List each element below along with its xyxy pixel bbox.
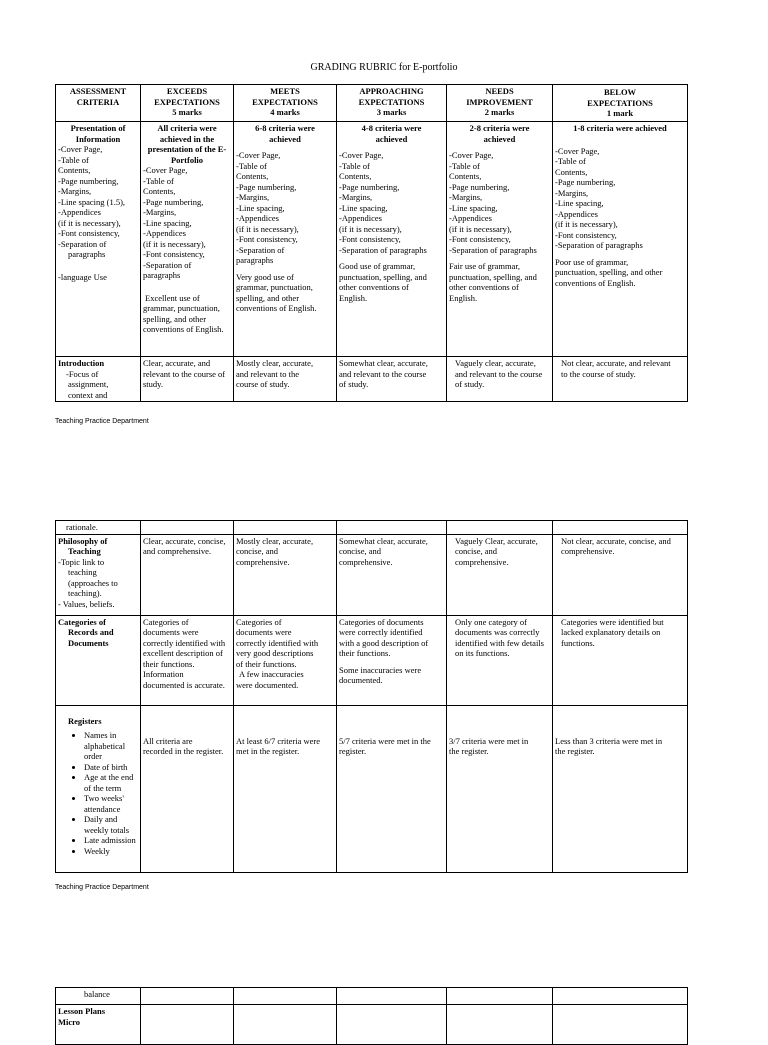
introduction-meets: Mostly clear, accurate, and relevant to the course of study. <box>234 357 337 402</box>
list-item: • Age at the end of the term <box>84 772 138 793</box>
header-approaching: APPROACHING EXPECTATIONS 3 marks <box>337 85 447 122</box>
introduction-needs: Vaguely clear, accurate, and relevant to the course of study. <box>447 357 553 402</box>
presentation-approaching: 4-8 criteria were achieved -Cover Page, -Table of Contents, -Page numbering, -Margins, -Line spacing, -Appendices (if it is necessary), -Font consistency, -Separation of paragraphs Good use of grammar, punctuation, spelling, and other conventions of English. <box>337 122 447 357</box>
introduction-continued-row <box>56 521 688 535</box>
list-item: • Daily and weekly totals <box>84 814 138 835</box>
list-item: • Two weeks' attendance <box>84 793 138 814</box>
categories-needs: Only one category of documents was correctly identified with few details on its functions. <box>447 615 553 705</box>
philosophy-below: Not clear, accurate, concise, and comprehensive. <box>553 534 688 615</box>
registers-below: Less than 3 criteria were met in the register. <box>553 705 688 872</box>
list-item: • Late admission <box>84 835 138 846</box>
page-footer-2: Teaching Practice Department <box>55 884 149 891</box>
header-criteria: ASSESSMENT CRITERIA <box>56 85 141 122</box>
registers-exceeds: All criteria are recorded in the register. <box>141 705 234 872</box>
philosophy-exceeds: Clear, accurate, concise, and comprehensive. <box>141 534 234 615</box>
philosophy-approaching: Somewhat clear, accurate, concise, and comprehensive. <box>337 534 447 615</box>
header-below: BELOW EXPECTATIONS 1 mark <box>553 85 688 122</box>
introduction-criteria-continued: rationale. <box>56 521 141 535</box>
presentation-exceeds: All criteria were achieved in the presentation of the E- Portfolio -Cover Page, -Table of Contents, -Page numbering, -Margins, -Line spacing, -Appendices (if it is necessary), -Font consistency, -Separation of paragraphs Excellent use of grammar, punctuation, spelling, and other conventions of English. <box>141 122 234 357</box>
presentation-meets: 6-8 criteria were achieved -Cover Page, -Table of Contents, -Page numbering, -Margins, -Line spacing, -Appendices (if it is necessary), -Font consistency, -Separation of paragraphs Very good use of grammar, punctuation, spelling, and other conventions of English. <box>234 122 337 357</box>
registers-criteria: Registers • Names in alphabetical order • Date of birth • Age at the end of the term • Two weeks' attendance • Daily and weekly totals • Late admission • Weekly <box>56 705 141 872</box>
registers-needs: 3/7 criteria were met in the register. <box>447 705 553 872</box>
list-item: • Names in alphabetical order <box>84 730 138 762</box>
categories-below: Categories were identified but lacked explanatory details on functions. <box>553 615 688 705</box>
rubric-table-page-1 <box>55 84 688 402</box>
header-exceeds: EXCEEDS EXPECTATIONS 5 marks <box>141 85 234 122</box>
categories-meets: Categories of documents were correctly identified with very good descriptions of their functions. A few inaccuracies were documented. <box>234 615 337 705</box>
registers-approaching: 5/7 criteria were met in the register. <box>337 705 447 872</box>
categories-approaching: Categories of documents were correctly identified with a good description of their functions. Some inaccuracies were documented. <box>337 615 447 705</box>
presentation-criteria: Presentation of Information -Cover Page, -Table of Contents, -Page numbering, -Margins, -Line spacing (1.5), -Appendices (if it is necessary), -Font consistency, -Separation of paragraphs -language Use <box>56 122 141 357</box>
lesson-plans-criteria: Lesson Plans Micro <box>56 1005 141 1045</box>
registers-meets: At least 6/7 criteria were met in the register. <box>234 705 337 872</box>
introduction-row <box>56 357 688 402</box>
introduction-below: Not clear, accurate, and relevant to the course of study. <box>553 357 688 402</box>
presentation-row <box>56 122 688 357</box>
introduction-approaching: Somewhat clear, accurate, and relevant to the course of study. <box>337 357 447 402</box>
page-footer-1: Teaching Practice Department <box>55 418 149 425</box>
introduction-exceeds: Clear, accurate, and relevant to the course of study. <box>141 357 234 402</box>
categories-exceeds: Categories of documents were correctly identified with excellent description of their functions. Information documented is accurate. <box>141 615 234 705</box>
rubric-table-page-3 <box>55 987 688 1045</box>
list-item: • Weekly <box>84 846 138 857</box>
rubric-table-page-2 <box>55 520 688 873</box>
philosophy-row <box>56 534 688 615</box>
document-title: GRADING RUBRIC for E-portfolio <box>310 62 458 73</box>
presentation-needs: 2-8 criteria were achieved -Cover Page, -Table of Contents, -Page numbering, -Margins, -Line spacing, -Appendices (if it is necessary), -Font consistency, -Separation of paragraphs Fair use of grammar, punctuation, spelling, and other conventions of English. <box>447 122 553 357</box>
header-meets: MEETS EXPECTATIONS 4 marks <box>234 85 337 122</box>
philosophy-meets: Mostly clear, accurate, concise, and comprehensive. <box>234 534 337 615</box>
header-row <box>56 85 688 122</box>
header-needs: NEEDS IMPROVEMENT 2 marks <box>447 85 553 122</box>
registers-criteria-list <box>58 730 138 856</box>
registers-continued-row <box>56 988 688 1005</box>
categories-criteria: Categories of Records and Documents <box>56 615 141 705</box>
lesson-plans-row <box>56 1005 688 1045</box>
registers-criteria-continued: balance <box>56 988 141 1005</box>
registers-row <box>56 705 688 872</box>
philosophy-criteria: Philosophy of Teaching -Topic link to teaching (approaches to teaching). - Values, beliefs. <box>56 534 141 615</box>
philosophy-needs: Vaguely Clear, accurate, concise, and comprehensive. <box>447 534 553 615</box>
introduction-criteria: Introduction -Focus of assignment, context and <box>56 357 141 402</box>
categories-row <box>56 615 688 705</box>
presentation-below: 1-8 criteria were achieved -Cover Page, -Table of Contents, -Page numbering, -Margins, -Line spacing, -Appendices (if it is necessary), -Font consistency, -Separation of paragraphs Poor use of grammar, punctuation, spelling, and other conventions of English. <box>553 122 688 357</box>
list-item: • Date of birth <box>84 762 138 773</box>
